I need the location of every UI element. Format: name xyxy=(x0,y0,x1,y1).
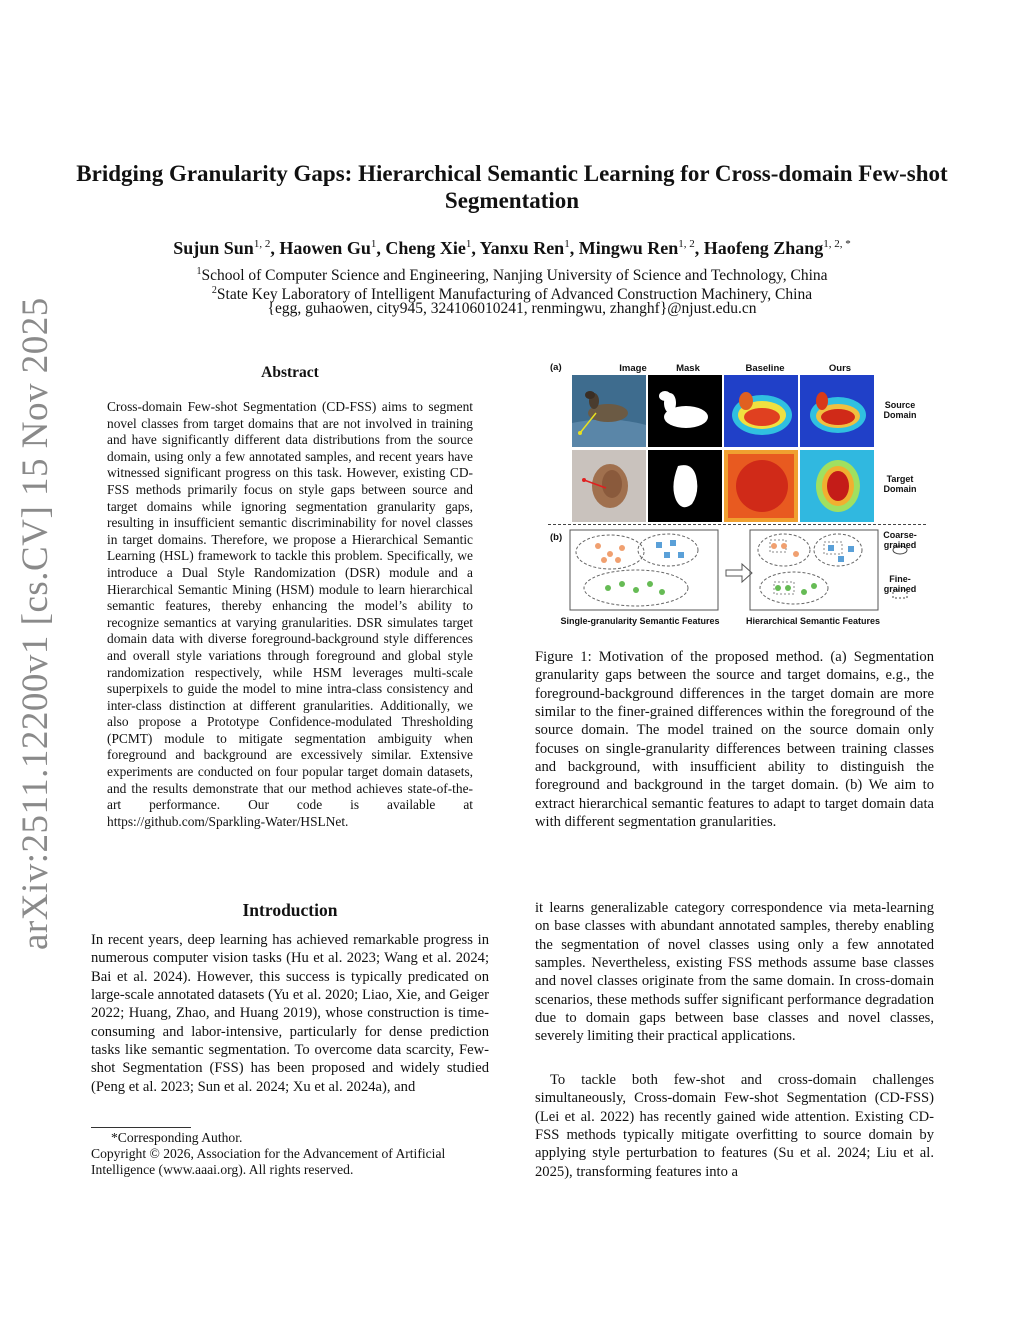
col-header-baseline: Baseline xyxy=(745,363,785,374)
source-ours-heatmap xyxy=(800,375,874,447)
legend-fine-grained: Fine- grained xyxy=(883,574,917,594)
semantic-features-diagram xyxy=(548,526,926,630)
col-header-mask: Mask xyxy=(676,363,700,374)
footnote-copyright: Copyright © 2026, Association for the Advancement of Artificial Intelligence (www.aaai.org). All rights reserved. xyxy=(91,1146,446,1178)
author-name: Sujun Sun xyxy=(173,238,254,258)
panel-b-label: (b) xyxy=(550,532,563,543)
author-emails: {egg, guhaowen, city945, 324106010241, renmingwu, zhanghf}@njust.edu.cn xyxy=(267,300,757,317)
author-affiliation-marker: 1, 2 xyxy=(253,238,271,250)
col-header-ours: Ours xyxy=(828,363,852,374)
paper-title: Bridging Granularity Gaps: Hierarchical Semantic Learning for Cross-domain Few-shot Segmentation xyxy=(76,161,948,213)
target-baseline-heatmap xyxy=(724,450,798,522)
author-affiliation-marker: 1 xyxy=(564,238,570,250)
row-label-source: Source Domain xyxy=(883,400,917,420)
legend-coarse-grained: Coarse- grained xyxy=(883,530,917,550)
abstract-heading: Abstract xyxy=(261,364,319,381)
author-list: Sujun Sun$^{1, 2}$, Haowen Gu$^1$, Cheng Xie$^1$, Yanxu Ren$^1$, Mingwu Ren$^{1, 2}$, Haofeng Zhang$^{1, 2, *}$ xyxy=(173,238,851,258)
author-name: Cheng Xie xyxy=(385,238,466,258)
figure-1 xyxy=(548,358,926,630)
panel-a-label: (a) xyxy=(550,362,562,373)
author-name: Haofeng Zhang xyxy=(703,238,824,258)
figure-divider xyxy=(548,524,926,525)
author-name: Mingwu Ren xyxy=(578,238,679,258)
affiliation-2: $^2$State Key Laboratory of Intelligent Manufacturing of Advanced Construction Machinery, China xyxy=(211,285,813,304)
introduction-heading: Introduction xyxy=(242,900,338,920)
author-affiliation-marker: 1 xyxy=(370,238,377,250)
row-label-target: Target Domain xyxy=(883,474,917,494)
affiliation-1: $^1$School of Computer Science and Engineering, Nanjing University of Science and Technology, China xyxy=(196,266,828,285)
intro-paragraph-1: In recent years, deep learning has achieved remarkable progress in numerous computer vision tasks (Hu et al. 2023; Wang et al. 2024; Bai et al. 2024). However, this success is typically predicated on large-scale annotated datasets (Yu et al. 2020; Liao, Xie, and Geiger 2022; Huang, Zhao, and Huang 2019), whose construction is time-consuming and labor-intensive, particularly for dense prediction tasks like semantic segmentation. To overcome data scarcity, Few-shot Segmentation (FSS) has been proposed and widely studied (Peng et al. 2023; Sun et al. 2024; Xu et al. 2024a), and xyxy=(91,932,489,1095)
intro-paragraph-2: To tackle both few-shot and cross-domain challenges simultaneously, Cross-domain Few-shot Segmentation (CD-FSS) (Lei et al. 2022) has recently gained wide attention. Existing CD-FSS methods typically mitigate overfitting to source domain by applying style perturbation to features (Su et al. 2024; Liu et al. 2025), transforming features into a xyxy=(535,1072,934,1180)
figure-caption: Figure 1: Motivation of the proposed method. (a) Segmentation granularity gaps between the source and target domains, e.g., the foreground-background differences in the target domain are more similar to the finer-grained differences within the foreground of the source domain. The model trained on the source domain only focuses on single-granularity differences between training classes and background, with insufficient ability to distinguish the foreground and background in the target domain. (b) We aim to extract hierarchical semantic features to adapt to target domain data with different segmentation granularities. xyxy=(535,649,934,831)
source-image xyxy=(572,375,646,447)
author-affiliation-marker: 1 xyxy=(465,238,472,250)
arxiv-side-stamp: arXiv:2511.12200v1 [cs.CV] 15 Nov 2025 xyxy=(15,297,56,950)
footnote-rule xyxy=(91,1127,191,1128)
target-image xyxy=(572,450,646,522)
caption-single-granularity: Single-granularity Semantic Features xyxy=(560,616,720,626)
source-mask xyxy=(648,375,722,447)
author-affiliation-marker: 1, 2 xyxy=(678,238,695,250)
target-mask xyxy=(648,450,722,522)
caption-hierarchical: Hierarchical Semantic Features xyxy=(745,616,881,626)
col-header-image: Image xyxy=(619,363,647,374)
target-ours-heatmap xyxy=(800,450,874,522)
footnote-corresponding: *Corresponding Author. xyxy=(111,1130,243,1145)
source-baseline-heatmap xyxy=(724,375,798,447)
author-affiliation-marker: 1, 2, * xyxy=(823,238,851,250)
author-name: Haowen Gu xyxy=(279,238,371,258)
intro-paragraph-1-continued: it learns generalizable category correspondence via meta-learning on base classes with abundant annotated samples, thereby enabling the segmentation of novel classes using only a few annotated samples. Nevertheless, existing FSS methods assume base classes and novel classes originate from the same domain. In cross-domain scenarios, these methods suffer significant performance degradation due to domain gaps between base classes and novel classes, severely limiting their practical applications. xyxy=(535,900,934,1045)
author-name: Yanxu Ren xyxy=(479,238,565,258)
abstract-text: Cross-domain Few-shot Segmentation (CD-FSS) aims to segment novel classes from target domains that are not involved in training and have significantly different data distributions from the source domain, using only a few annotated samples, and recent years have witnessed significant progress on this task. However, existing CD-FSS methods primarily focus on style gaps between source and target domains while ignoring segmentation granularity gaps, resulting in insufficient semantic discriminability for novel classes in target domains. Therefore, we propose a Hierarchical Semantic Learning (HSL) framework to tackle this problem. Specifically, we introduce a Dual Style Randomization (DSR) module and a Hierarchical Semantic Mining (HSM) module to learn hierarchical semantic features, thereby enhancing the model’s ability to recognize semantics at varying granularities. DSR simulates target domain data with diverse foreground-background style differences and overall style variations through foreground and global style randomization respectively, while HSM leverages multi-scale superpixels to guide the model to mine intra-class consistency and inter-class distinction at different granularities. Additionally, we also propose a Prototype Confidence-modulated Thresholding (PCMT) module to mitigate segmentation ambiguity when foreground and background are excessively similar. Extensive experiments are conducted on four popular target domain datasets, and the results demonstrate that our method achieves state-of-the-art performance. Our code is available at https://github.com/Sparkling-Water/HSLNet. xyxy=(107,399,473,829)
